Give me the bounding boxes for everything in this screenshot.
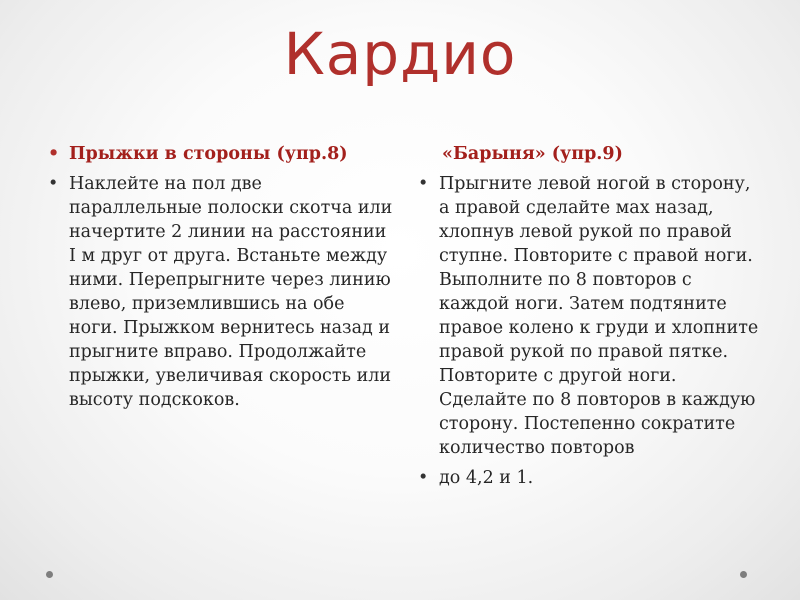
left-heading-text: Прыжки в стороны (упр.8) xyxy=(69,144,348,164)
right-heading: «Барыня» (упр.9) xyxy=(442,144,623,164)
right-final-item xyxy=(418,466,762,490)
right-column xyxy=(418,142,762,496)
right-bullet-list xyxy=(418,172,762,490)
decorative-dot-left xyxy=(46,571,53,578)
decorative-dot-right xyxy=(740,571,747,578)
bullet-icon: • xyxy=(418,174,429,194)
bullet-icon: • xyxy=(418,468,429,488)
right-instruction-text: Прыгните левой ногой в сторону, а правой сделайте мах назад, хлопнув левой рукой по правой ступне. Повторите с правой ноги. Выполните по 8 повторов с каждой ноги. Затем подтяните правое колено к груди и хлопните правой рукой по правой пятке. Повторите с другой ноги. Сделайте по 8 повторов в каждую сторону. Постепенно сократите количество повторов xyxy=(439,174,759,458)
right-instruction-item xyxy=(418,172,762,460)
left-heading-item xyxy=(48,142,398,166)
left-column xyxy=(48,142,398,418)
left-bullet-list xyxy=(48,142,398,412)
slide-title: Кардио xyxy=(283,20,517,88)
left-instruction-item xyxy=(48,172,398,412)
right-final-text: до 4,2 и 1. xyxy=(439,468,534,488)
bullet-icon: • xyxy=(48,144,60,164)
left-instruction-text: Наклейте на пол две параллельные полоски скотча или начертите 2 линии на расстоянии I м друг от друга. Встаньте между ними. Перепрыгните через линию влево, приземлившись на обе ноги. Прыжком вернитесь назад и прыгните вправо. Продолжайте прыжки, увеличивая скорость или высоту подскоков. xyxy=(69,174,393,410)
bullet-icon: • xyxy=(48,174,59,194)
